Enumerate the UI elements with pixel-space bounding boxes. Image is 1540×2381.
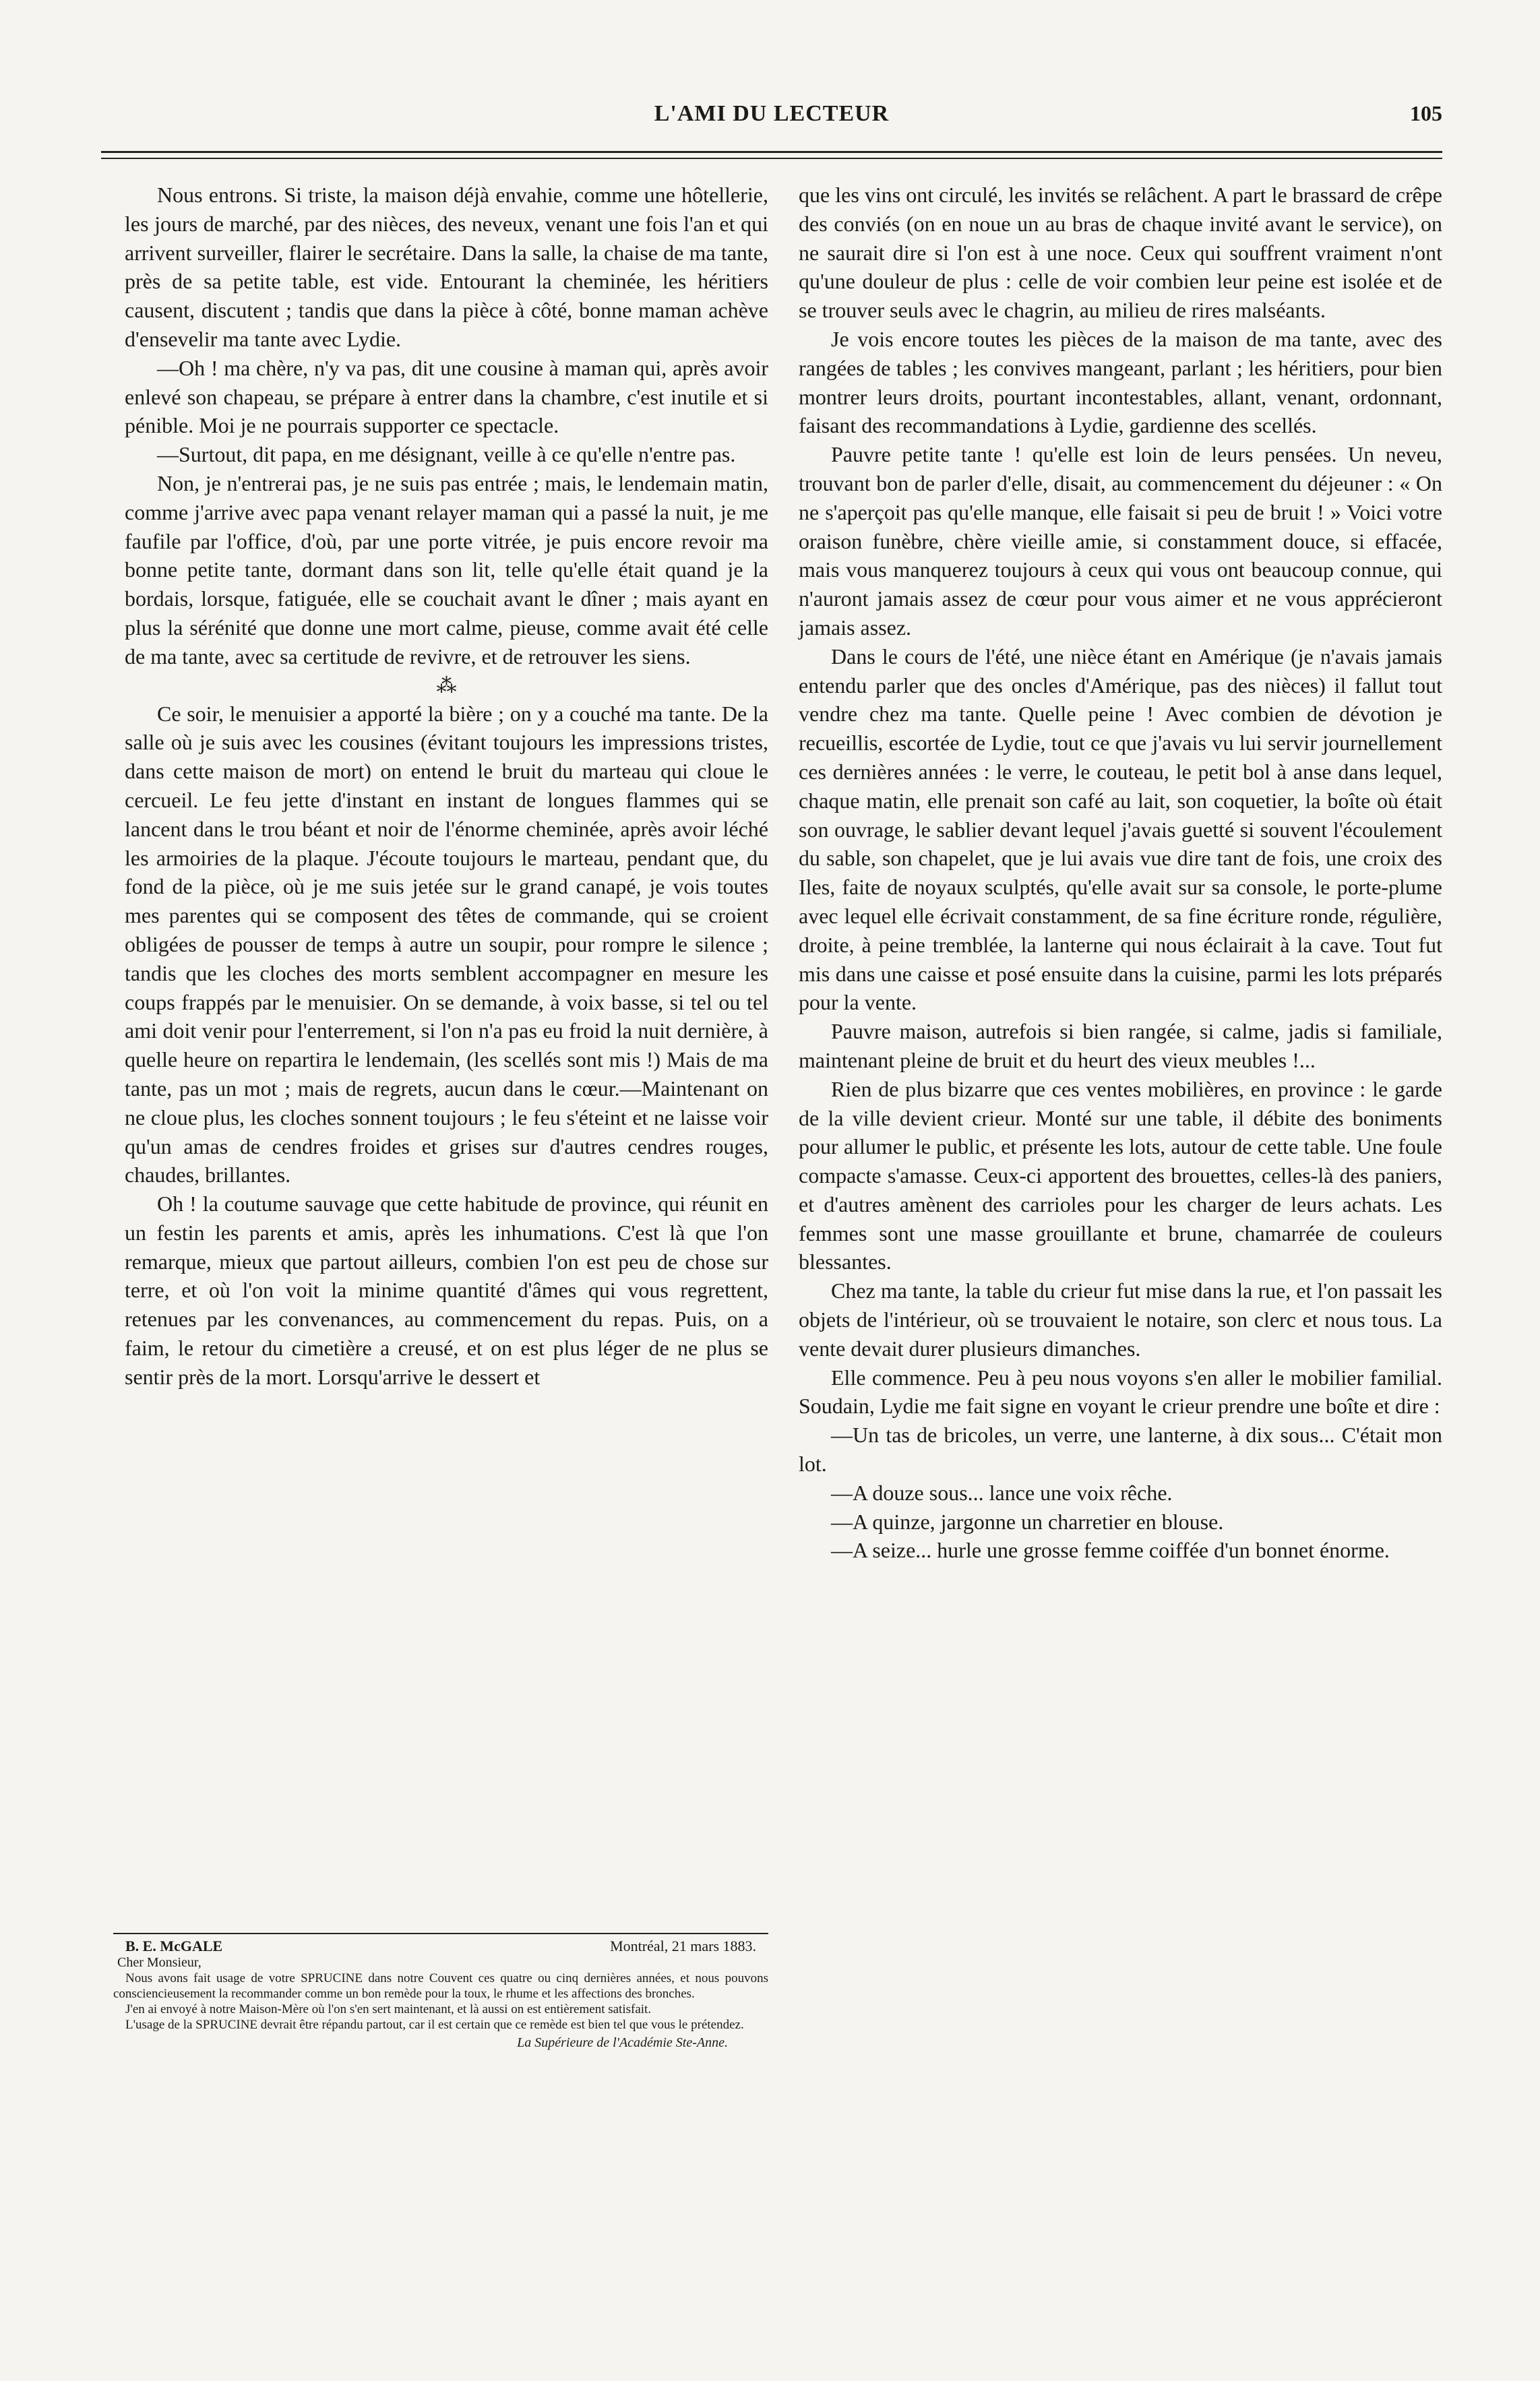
- paragraph: Nous entrons. Si triste, la maison déjà envahie, comme une hôtellerie, les jours de marché, par des nièces, des neveux, venant une fois l'an et qui arrivent surveiller, flairer le secrétaire. Dans la salle, la chaise de ma tante, près de sa petite table, est vide. Entourant la cheminée, les héritiers causent, discutent ; tandis que dans la pièce à côté, bonne maman achève d'ensevelir ma tante avec Lydie.: [125, 183, 768, 351]
- left-column: [125, 181, 768, 1392]
- section-separator: ⁂: [436, 674, 457, 697]
- advertisement-place-date: Montréal, 21 mars 1883.: [610, 1938, 756, 1954]
- paragraph: Je vois encore toutes les pièces de la maison de ma tante, avec des rangées de tables ; les convives mangeant, parlant ; les héritiers, pour bien montrer leurs droits, pourtant incontestables, allant, venant, ordonnant, faisant des recommandations à Lydie, gardienne des scellés.: [799, 326, 1442, 438]
- paragraph: Elle commence. Peu à peu nous voyons s'en aller le mobilier familial. Soudain, Lydie me fait signe en voyant le crieur prendre une boîte et dire :: [799, 1365, 1442, 1419]
- paragraph: Rien de plus bizarre que ces ventes mobilières, en province : le garde de la ville devient crieur. Monté sur une table, il débite des boniments pour allumer le public, et présente les lots, autour de cette table. Une foule compacte s'amasse. Ceux-ci apportent des brouettes, celles-là des paniers, et d'autres amènent des carrioles pour les charger de leurs achats. Les femmes sont une masse grouillante et brune, chamarrée de couleurs blessantes.: [799, 1076, 1442, 1274]
- advertisement-paragraph: Nous avons fait usage de votre SPRUCINE dans notre Couvent ces quatre ou cinq dernières années, et nous pouvons consciencieusement la recommander comme un bon remède pour la toux, le rhume et les affections des bronches.: [113, 1971, 768, 2001]
- header-rule-top: [101, 151, 1442, 153]
- paragraph: Oh ! la coutume sauvage que cette habitude de province, qui réunit en un festin les parents et amis, après les inhumations. C'est là que l'on remarque, mieux que partout ailleurs, combien l'on est peu de chose sur terre, et où l'on voit la minime quantité d'âmes qui vous regrettent, retenues par les convenances, au commencement du repas. Puis, on a faim, le retour du cimetière a creusé, et on est plus léger de ne plus se sentir près de la mort. Lorsqu'arrive le dessert et: [125, 1192, 768, 1389]
- advertiser-name: B. E. McGALE: [125, 1938, 223, 1954]
- advertisement-salutation: Cher Monsieur,: [117, 1955, 202, 1970]
- advertisement-box: [113, 1933, 768, 2051]
- advertisement-paragraph: J'en ai envoyé à notre Maison-Mère où l'on s'en sert maintenant, et là aussi on est entièrement satisfait.: [125, 2002, 652, 2016]
- running-title: L'AMI DU LECTEUR: [654, 101, 890, 126]
- dialogue-line: —A quinze, jargonne un charretier en blouse.: [831, 1509, 1224, 1534]
- advertisement-rule: [113, 1933, 768, 1934]
- paragraph: Pauvre maison, autrefois si bien rangée, si calme, jadis si familiale, maintenant pleine de bruit et du heurt des vieux meubles !...: [799, 1019, 1442, 1072]
- paragraph: Pauvre petite tante ! qu'elle est loin de leurs pensées. Un neveu, trouvant bon de parler d'elle, disait, au commencement du déjeuner : « On ne s'aperçoit pas qu'elle manque, elle faisait si peu de bruit ! » Voici votre oraison funèbre, chère vieille amie, si constamment douce, si effacée, mais vous manquerez toujours à ceux qui vous ont beaucoup connue, qui n'auront jamais assez de cœur pour vous aimer et ne vous apprécieront jamais assez.: [799, 442, 1442, 640]
- dialogue-line: —A seize... hurle une grosse femme coiffée d'un bonnet énorme.: [831, 1538, 1390, 1563]
- header-rule-bottom: [101, 158, 1442, 159]
- advertisement-paragraph: L'usage de la SPRUCINE devrait être répandu partout, car il est certain que ce remède est bien tel que vous le prétendez.: [125, 2018, 744, 2032]
- right-column: [799, 181, 1442, 1565]
- paragraph: Dans le cours de l'été, une nièce étant en Amérique (je n'avais jamais entendu parler que des oncles d'Amérique, pas des nièces) il fallut tout vendre chez ma tante. Quelle peine ! Avec combien de dévotion je recueillis, escortée de Lydie, tout ce que j'avais vu lui servir journellement ces dernières années : le verre, le couteau, le petit bol à anse dans lequel, chaque matin, elle prenait son café au lait, son coquetier, la boîte où était son ouvrage, le sablier devant lequel j'avais guetté si souvent l'écoulement du sable, son chapelet, que je lui avais vue dire tant de fois, une croix des Iles, faite de noyaux sculptés, qu'elle avait sur sa console, le porte-plume avec lequel elle écrivait constamment, de sa fine écriture ronde, régulière, droite, à peine tremblée, la lanterne qui nous éclairait à la cave. Tout fut mis dans une caisse et posé ensuite dans la cuisine, parmi les lots préparés pour la vente.: [799, 644, 1442, 1015]
- page-header: [101, 101, 1442, 139]
- advertisement-header: [113, 1938, 768, 1954]
- paragraph: Ce soir, le menuisier a apporté la bière ; on y a couché ma tante. De la salle où je suis avec les cousines (évitant toujours les impressions tristes, dans cette maison de mort) on entend le bruit du marteau qui cloue le cercueil. Le feu jette d'instant en instant de longues flammes qui se lancent dans le trou béant et noir de l'énorme cheminée, après avoir léché les armoiries de la plaque. J'écoute toujours le marteau, pendant que, du fond de la pièce, où je me suis jetée sur le grand canapé, je vois toutes mes parentes qui se composent des têtes de commande, qui se croient obligées de pousser de temps à autre un soupir, pour rompre le silence ; tandis que les cloches des morts semblent accompagner en mesure les coups frappés par le menuisier. On se demande, à voix basse, si tel ou tel ami doit venir pour l'enterrement, si l'on n'a pas eu froid la nuit dernière, à quelle heure on repartira le lendemain, (les scellés sont mis !) Mais de ma tante, pas un mot ; mais de regrets, aucun dans le cœur.—Maintenant on ne cloue plus, les cloches sonnent toujours ; le feu s'éteint et ne laisse voir qu'un amas de cendres froides et grises sur d'autres cendres rouges, chaudes, brillantes.: [125, 701, 768, 1187]
- paragraph: —Oh ! ma chère, n'y va pas, dit une cousine à maman qui, après avoir enlevé son chapeau, se prépare à entrer dans la chambre, c'est inutile et si pénible. Moi je ne pourrais supporter ce spectacle.: [125, 355, 768, 438]
- dialogue-line: —Un tas de bricoles, un verre, une lanterne, à dix sous... C'était mon lot.: [799, 1423, 1442, 1477]
- paragraph: Non, je n'entrerai pas, je ne suis pas entrée ; mais, le lendemain matin, comme j'arrive avec papa venant relayer maman qui a passé la nuit, je me faufile par l'office, d'où, par une porte vitrée, je puis encore revoir ma bonne petite tante, dormant dans son lit, telle qu'elle était quand je la bordais, lorsque, fatiguée, elle se couchait avant le dîner ; mais ayant en plus la sérénité que donne une mort calme, pieuse, comme avait été celle de ma tante, avec sa certitude de revivre, et de retrouver les siens.: [125, 470, 768, 669]
- page-number: 105: [1410, 101, 1442, 125]
- paragraph: Chez ma tante, la table du crieur fut mise dans la rue, et l'on passait les objets de l'intérieur, où se trouvaient le notaire, son clerc et nous tous. La vente devait durer plusieurs dimanches.: [799, 1278, 1442, 1361]
- paragraph: —Surtout, dit papa, en me désignant, veille à ce qu'elle n'entre pas.: [157, 442, 736, 467]
- paragraph: que les vins ont circulé, les invités se relâchent. A part le brassard de crêpe des conviés (on en noue un au bras de chaque invité avant le service), on ne saurait dire si l'on est à une noce. Ceux qui souffrent vraiment n'ont qu'une douleur de plus : celle de voir combien leur peine est isolée et de se trouver seuls avec le chagrin, au milieu de rires malséants.: [799, 183, 1442, 323]
- advertisement-signature: La Supérieure de l'Académie Ste-Anne.: [517, 2035, 728, 2050]
- dialogue-line: —A douze sous... lance une voix rêche.: [831, 1480, 1173, 1505]
